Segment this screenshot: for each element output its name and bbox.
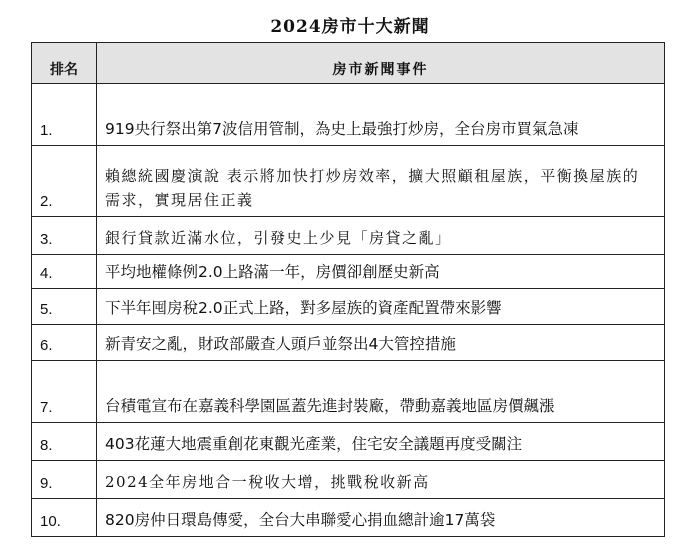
rank-cell: 8. [32, 423, 97, 461]
table-row [32, 146, 665, 217]
rank-cell: 10. [32, 499, 97, 537]
table-row [32, 217, 665, 255]
table-header-row [32, 43, 665, 84]
rank-cell: 4. [32, 255, 97, 289]
table-row [32, 423, 665, 461]
rank-cell: 5. [32, 289, 97, 325]
table-row [32, 325, 665, 361]
table-row [32, 499, 665, 537]
table-row [32, 289, 665, 325]
table-row [32, 84, 665, 146]
event-cell: 403花蓮大地震重創花東觀光產業，住宅安全議題再度受關注 [97, 423, 665, 461]
news-table [31, 42, 665, 537]
rank-column-header: 排名 [32, 43, 97, 84]
page-title: 2024房市十大新聞 [270, 17, 430, 37]
table-row [32, 361, 665, 423]
event-column-header: 房市新聞事件 [97, 43, 665, 84]
event-cell: 台積電宣布在嘉義科學園區蓋先進封裝廠，帶動嘉義地區房價飆漲 [97, 361, 665, 423]
event-cell: 新青安之亂，財政部嚴查人頭戶並祭出4大管控措施 [97, 325, 665, 361]
event-cell: 下半年囤房稅2.0正式上路，對多屋族的資產配置帶來影響 [97, 289, 665, 325]
event-cell: 銀行貸款近滿水位，引發史上少見「房貸之亂」 [97, 217, 665, 255]
event-cell: 2024全年房地合一稅收大增，挑戰稅收新高 [97, 461, 665, 499]
event-cell: 820房仲日環島傳愛，全台大串聯愛心捐血總計逾17萬袋 [97, 499, 665, 537]
rank-cell: 9. [32, 461, 97, 499]
event-cell: 919央行祭出第7波信用管制，為史上最強打炒房，全台房市買氣急凍 [97, 84, 665, 146]
rank-cell: 2. [32, 146, 97, 217]
rank-cell: 1. [32, 84, 97, 146]
rank-cell: 7. [32, 361, 97, 423]
rank-cell: 6. [32, 325, 97, 361]
table-row [32, 461, 665, 499]
event-cell: 賴總統國慶演說 表示將加快打炒房效率，擴大照顧租屋族，平衡換屋族的需求，實現居住正義 [97, 146, 665, 217]
rank-cell: 3. [32, 217, 97, 255]
event-cell: 平均地權條例2.0上路滿一年，房價卻創歷史新高 [97, 255, 665, 289]
table-row [32, 255, 665, 289]
